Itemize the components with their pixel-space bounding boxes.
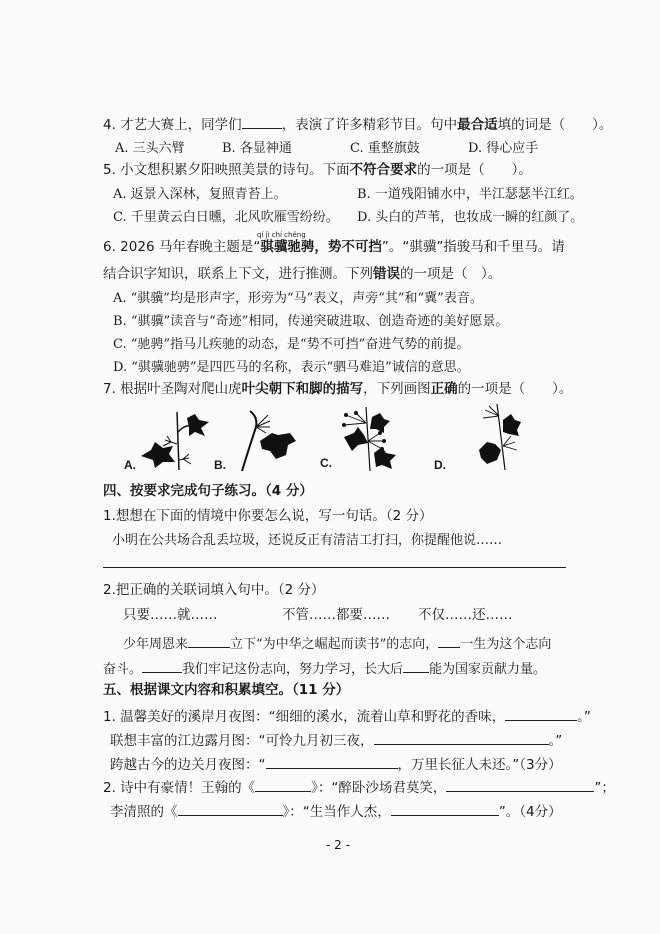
q5-option-b[interactable]: B. 一道残阳铺水中，半江瑟瑟半江红。 xyxy=(357,187,583,202)
q4-stem-bold: 最合适 xyxy=(457,117,498,133)
q4-stem-text: 4. 才艺大赛上，同学们 xyxy=(103,117,242,133)
q4-option-d[interactable]: D. 得心应手 xyxy=(468,141,539,156)
q7-stem-bold-2: 正确 xyxy=(430,381,458,397)
para-text-6: 能为国家贡献力量。 xyxy=(429,662,547,677)
para-text-5: 我们牢记这份志向，努力学习，长大后 xyxy=(182,662,404,677)
para-text: 少年周恩来 xyxy=(123,637,189,652)
q6-line1-text: 6. 2026 马年春晚主题是“ xyxy=(103,239,261,255)
q7-stem-text: 7. 根据叶圣陶对爬山虎 xyxy=(103,381,242,397)
q4-option-a[interactable]: A. 三头六臂 xyxy=(115,141,185,156)
poem-text-5: 跨越古今的边关月夜图：“ xyxy=(110,757,266,773)
q5-stem xyxy=(103,161,532,179)
q6-option-b[interactable]: B. “骐骥”读音与“奇迹”相同，传递突破进取、创造奇迹的美好愿景。 xyxy=(113,314,509,329)
q7-stem xyxy=(103,380,572,398)
conjunction-blank-1[interactable] xyxy=(188,633,230,648)
poem-text-9: ”； xyxy=(594,780,615,796)
q7-label-c: C. xyxy=(320,456,332,470)
q4-stem-text-2: ，表演了许多精彩节目。句中 xyxy=(281,117,458,133)
section4-q2-title: 2.把正确的关联词填入句中。（2 分） xyxy=(103,582,325,598)
poem-text-11: 》：“生当作人杰， xyxy=(282,804,391,820)
q5-option-c[interactable]: C. 千里黄云白日曛，北风吹雁雪纷纷。 xyxy=(113,210,339,225)
conjunction-option-2: 不管……都要…… xyxy=(282,607,390,623)
poem-text-2: 。” xyxy=(577,709,591,725)
section5-line2 xyxy=(110,730,562,750)
q5-stem-text: 5. 小文想积累夕阳映照美景的诗句。下面 xyxy=(103,162,350,178)
poem-text-10: 李清照的《 xyxy=(110,804,178,820)
q5-option-d[interactable]: D. 头白的芦苇，也妆成一瞬的红颜了。 xyxy=(357,210,584,225)
q7-stem-bold: 叶尖朝下和脚的描写 xyxy=(241,381,364,397)
q6-line1 xyxy=(103,238,565,256)
section4-title: 四、按要求完成句子练习。（4 分） xyxy=(103,483,313,499)
conjunction-blank-2[interactable] xyxy=(438,633,460,648)
q6-pinyin: qí jì chí chěng xyxy=(257,231,306,239)
q6-option-a[interactable]: A. “骐骥”均是形声字，形旁为“马”表义，声旁“其”和“冀”表音。 xyxy=(113,291,483,306)
poem-blank-4[interactable] xyxy=(446,777,594,792)
section5-line5 xyxy=(110,801,562,821)
q5-stem-bold: 不符合要求 xyxy=(349,162,418,178)
q4-option-b[interactable]: B. 各显神通 xyxy=(222,141,292,156)
page-number: - 2 - xyxy=(326,838,350,852)
q7-label-a: A. xyxy=(124,458,136,472)
q6-line2-bold: 错误 xyxy=(373,266,400,282)
conjunction-option-1: 只要……就…… xyxy=(123,607,218,623)
poem-text-7: 2. 诗中有豪情！王翰的《 xyxy=(103,780,256,796)
poem-blank-5[interactable] xyxy=(391,801,499,816)
conjunction-blank-3[interactable] xyxy=(142,658,182,673)
conjunction-option-3: 不仅……还…… xyxy=(418,607,513,623)
poem-text-8: 》：“醉卧沙场君莫笑， xyxy=(311,780,447,796)
section5-line3 xyxy=(110,754,562,774)
section5-title: 五、根据课文内容和积累填空。（11 分） xyxy=(103,682,350,698)
q7-label-b: B. xyxy=(214,458,226,472)
section4-q1-scene: 小明在公共场合乱丢垃圾，还说反正有清洁工打扫，你提醒他说…… xyxy=(112,533,503,548)
section4-para-line2 xyxy=(103,658,546,679)
conjunction-blank-4[interactable] xyxy=(403,658,429,673)
answer-line[interactable] xyxy=(103,567,566,568)
para-text-2: 立下“为中华之崛起而读书”的志向， xyxy=(230,637,439,652)
q5-option-a[interactable]: A. 返景入深林，复照青苔上。 xyxy=(113,187,287,202)
poem-blank-2[interactable] xyxy=(374,730,549,745)
q6-line1-text-2: ”。“骐骥”指骏马和千里马。请 xyxy=(381,239,565,255)
ivy-drawing-c-icon[interactable] xyxy=(340,405,410,473)
q6-theme-bold: 骐骥驰骋，势不可挡 xyxy=(260,239,382,255)
poem-text-3: 联想丰富的江边露月图：“可怜九月初三夜， xyxy=(110,733,374,749)
poem-text-4: 。” xyxy=(548,733,563,749)
section4-q1-title: 1.想想在下面的情境中你要怎么说，写一句话。（2 分） xyxy=(103,508,433,524)
ivy-drawing-a-icon[interactable] xyxy=(135,410,215,472)
poem-title-blank-1[interactable] xyxy=(255,777,311,792)
q7-stem-text-2: ，下列画图 xyxy=(363,381,431,397)
poem-blank-1[interactable] xyxy=(505,706,577,721)
q7-label-d: D. xyxy=(434,458,446,472)
ivy-drawing-b-icon[interactable] xyxy=(238,405,298,475)
para-text-3: 一生为这个志向 xyxy=(460,637,552,652)
q6-line2 xyxy=(103,265,501,283)
q7-stem-text-3: 的一项是（ ）。 xyxy=(457,381,573,397)
poem-blank-3[interactable] xyxy=(266,754,398,769)
q6-line2-text: 结合识字知识，联系上下文，进行推测。下列 xyxy=(103,266,373,282)
section5-line4 xyxy=(103,777,615,797)
q4-option-c[interactable]: C. 重整旗鼓 xyxy=(350,141,420,156)
q4-stem-text-3: 填的词是（ ）。 xyxy=(497,117,613,133)
q5-stem-text-2: 的一项是（ ）。 xyxy=(417,162,532,178)
q4-blank[interactable] xyxy=(242,114,282,129)
q6-option-d[interactable]: D. “骐骥驰骋”是四匹马的名称，表示“驷马难追”诚信的意思。 xyxy=(113,360,470,375)
q4-stem xyxy=(103,114,612,134)
q6-line2-text-2: 的一项是（ ）。 xyxy=(400,266,502,282)
poem-text-12: ”。（4分） xyxy=(498,804,562,820)
q6-option-c[interactable]: C. “驰骋”指马儿疾驰的动态，是“势不可挡”奋进气势的前提。 xyxy=(113,337,470,352)
section4-para-line1 xyxy=(123,633,551,654)
section5-line1 xyxy=(103,706,591,726)
ivy-drawing-d-icon[interactable] xyxy=(475,402,535,472)
poem-text: 1. 温馨美好的溪岸月夜图：“细细的溪水，流着山草和野花的香味， xyxy=(103,709,506,725)
poem-text-6: ，万里长征人未还。”（3分） xyxy=(397,757,562,773)
poem-title-blank-2[interactable] xyxy=(178,801,283,816)
para-text-4: 奋斗。 xyxy=(103,662,143,677)
